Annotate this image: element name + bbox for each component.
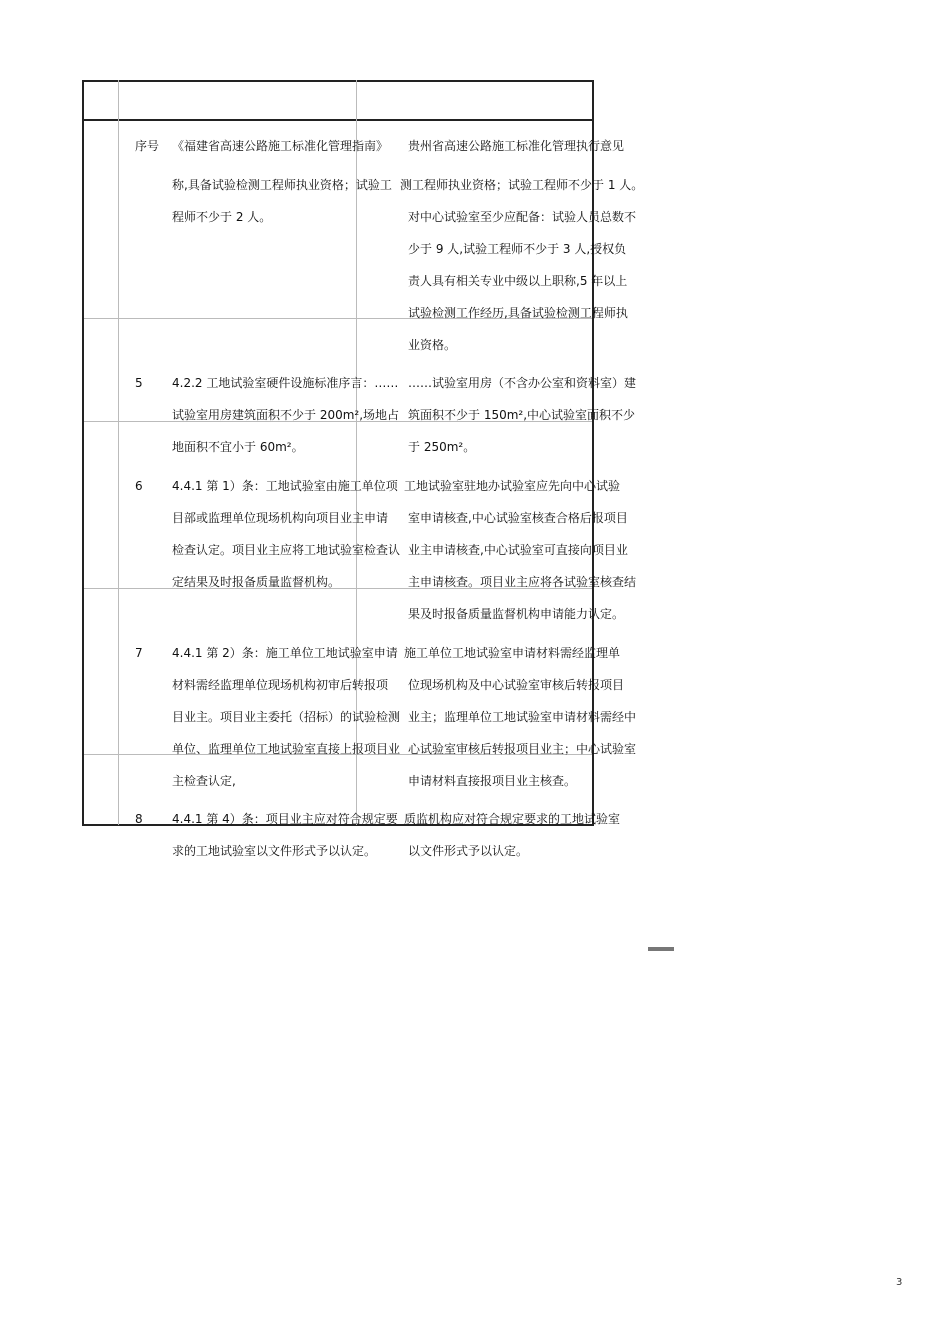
cell-text: 检查认定。项目业主应将工地试验室检查认 bbox=[172, 543, 401, 557]
table-header-divider bbox=[82, 119, 594, 121]
cell-text: 地面积不宜小于 60m²。 bbox=[172, 440, 304, 454]
cell-text: 主申请核查。项目业主应将各试验室核查结 bbox=[408, 575, 637, 589]
cell-text: 4.4.1 第 1）条：工地试验室由施工单位项 bbox=[172, 479, 398, 493]
cell-text: 申请材料直接报项目业主核查。 bbox=[408, 774, 577, 788]
cell-text: 测工程师执业资格；试验工程师不少于 1 人。 bbox=[400, 178, 644, 192]
header-fujian: 《福建省高速公路施工标准化管理指南》 bbox=[172, 139, 389, 153]
row-number: 6 bbox=[135, 479, 143, 493]
cell-text: 目业主。项目业主委托（招标）的试验检测 bbox=[172, 710, 401, 724]
cell-text: 施工单位工地试验室申请材料需经监理单 bbox=[404, 646, 621, 660]
decorative-dash bbox=[648, 947, 674, 951]
column-divider bbox=[118, 80, 119, 825]
cell-text: 质监机构应对符合规定要求的工地试验室 bbox=[404, 812, 621, 826]
cell-text: ……试验室用房（不含办公室和资料室）建 bbox=[408, 376, 637, 390]
cell-text: 室申请核查,中心试验室核查合格后报项目 bbox=[408, 511, 628, 525]
cell-text: 以文件形式予以认定。 bbox=[408, 844, 529, 858]
cell-text: 材料需经监理单位现场机构初审后转报项 bbox=[172, 678, 389, 692]
cell-text: 目部或监理单位现场机构向项目业主申请 bbox=[172, 511, 389, 525]
cell-text: 定结果及时报备质量监督机构。 bbox=[172, 575, 341, 589]
cell-text: 业主申请核查,中心试验室可直接向项目业 bbox=[408, 543, 628, 557]
cell-text: 试验检测工作经历,具备试验检测工程师执 bbox=[408, 306, 628, 320]
cell-text: 果及时报备质量监督机构申请能力认定。 bbox=[408, 607, 625, 621]
cell-text: 责人具有相关专业中级以上职称,5 年以上 bbox=[408, 274, 628, 288]
cell-text: 业主；监理单位工地试验室申请材料需经中 bbox=[408, 710, 637, 724]
cell-text: 程师不少于 2 人。 bbox=[172, 210, 272, 224]
row-number: 8 bbox=[135, 812, 143, 826]
cell-text: 单位、监理单位工地试验室直接上报项目业 bbox=[172, 742, 401, 756]
cell-text: 主检查认定, bbox=[172, 774, 236, 788]
cell-text: 少于 9 人,试验工程师不少于 3 人,授权负 bbox=[408, 242, 627, 256]
cell-text: 求的工地试验室以文件形式予以认定。 bbox=[172, 844, 377, 858]
cell-text: 于 250m²。 bbox=[408, 440, 476, 454]
header-guizhou: 贵州省高速公路施工标准化管理执行意见 bbox=[408, 139, 625, 153]
cell-text: 4.4.1 第 4）条：项目业主应对符合规定要 bbox=[172, 812, 398, 826]
cell-text: 心试验室审核后转报项目业主；中心试验室 bbox=[408, 742, 637, 756]
row-number: 5 bbox=[135, 376, 143, 390]
cell-text: 筑面积不少于 150m²,中心试验室面积不少 bbox=[408, 408, 636, 422]
row-number: 7 bbox=[135, 646, 143, 660]
cell-text: 称,具备试验检测工程师执业资格；试验工 bbox=[172, 178, 392, 192]
table-left-border bbox=[82, 80, 84, 825]
cell-text: 对中心试验室至少应配备：试验人员总数不 bbox=[408, 210, 637, 224]
cell-text: 试验室用房建筑面积不少于 200m²,场地占 bbox=[172, 408, 400, 422]
header-seq: 序号 bbox=[135, 139, 160, 153]
cell-text: 业资格。 bbox=[408, 338, 457, 352]
table-top-border bbox=[82, 80, 594, 82]
cell-text: 4.4.1 第 2）条：施工单位工地试验室申请 bbox=[172, 646, 398, 660]
cell-text: 4.2.2 工地试验室硬件设施标准序言：…… bbox=[172, 376, 399, 390]
page-number: 3 bbox=[896, 1277, 903, 1288]
cell-text: 工地试验室驻地办试验室应先向中心试验 bbox=[404, 479, 621, 493]
cell-text: 位现场机构及中心试验室审核后转报项目 bbox=[408, 678, 625, 692]
